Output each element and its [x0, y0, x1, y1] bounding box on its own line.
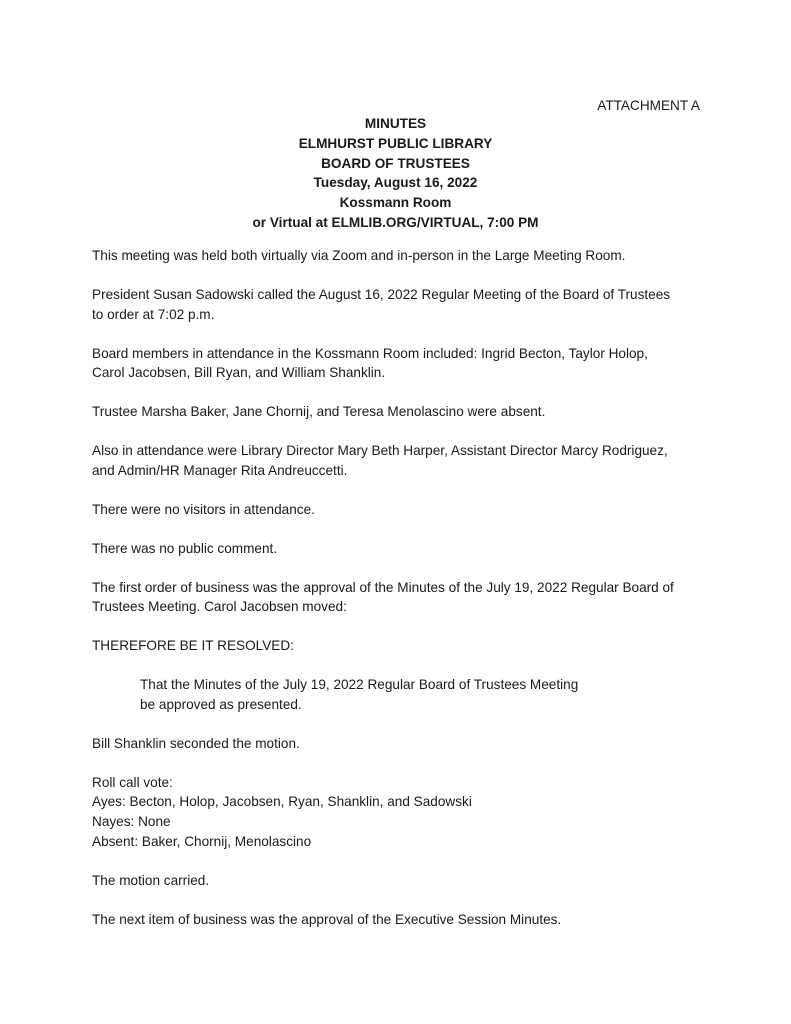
- paragraph-second: [92, 734, 704, 754]
- header-board: BOARD OF TRUSTEES: [321, 155, 470, 171]
- header-date: Tuesday, August 16, 2022: [313, 175, 478, 191]
- header-virtual: or Virtual at ELMLIB.ORG/VIRTUAL, 7:00 PM: [252, 214, 539, 230]
- text-line: That the Minutes of the July 19, 2022 Regular Board of Trustees Meeting: [140, 677, 579, 693]
- paragraph-public-comment: [92, 539, 704, 559]
- document-header: [0, 114, 791, 233]
- text-line: and Admin/HR Manager Rita Andreuccetti.: [92, 462, 348, 478]
- text-line: The first order of business was the approval of the Minutes of the July 19, 2022 Regular Board of: [92, 579, 674, 595]
- attachment-label: ATTACHMENT A: [597, 98, 700, 113]
- text-line: The motion carried.: [92, 872, 210, 888]
- minutes-body: [92, 246, 704, 929]
- text-line: There were no visitors in attendance.: [92, 501, 315, 517]
- paragraph-resolved: [92, 636, 704, 656]
- roll-call-ayes: Ayes: Becton, Holop, Jacobsen, Ryan, Shanklin, and Sadowski: [92, 794, 472, 810]
- header-organization: ELMHURST PUBLIC LIBRARY: [298, 135, 493, 151]
- text-line: Carol Jacobsen, Bill Ryan, and William Shanklin.: [92, 365, 386, 381]
- text-line: Board members in attendance in the Kossmann Room included: Ingrid Becton, Taylor Holop,: [92, 345, 648, 361]
- text-line: THEREFORE BE IT RESOLVED:: [92, 638, 294, 654]
- paragraph-meeting-format: [92, 246, 704, 266]
- paragraph-roll-call: [92, 773, 704, 851]
- paragraph-first-order: [92, 578, 704, 617]
- text-line: Also in attendance were Library Director Mary Beth Harper, Assistant Director Marcy Rodriguez,: [92, 443, 668, 459]
- text-line: Trustee Marsha Baker, Jane Chornij, and Teresa Menolascino were absent.: [92, 404, 546, 420]
- text-line: The next item of business was the approval of the Executive Session Minutes.: [92, 911, 562, 927]
- header-title: MINUTES: [364, 116, 427, 131]
- paragraph-call-to-order: [92, 285, 704, 324]
- text-line: This meeting was held both virtually via Zoom and in-person in the Large Meeting Room.: [92, 248, 626, 263]
- roll-call-heading: Roll call vote:: [92, 774, 173, 790]
- paragraph-next-item: [92, 910, 704, 930]
- paragraph-visitors: [92, 500, 704, 520]
- paragraph-resolution: [92, 675, 704, 714]
- paragraph-staff: [92, 441, 704, 480]
- paragraph-attendance: [92, 344, 704, 383]
- text-line: be approved as presented.: [140, 696, 302, 712]
- roll-call-absent: Absent: Baker, Chornij, Menolascino: [92, 833, 312, 849]
- paragraph-absent: [92, 402, 704, 422]
- text-line: Bill Shanklin seconded the motion.: [92, 735, 300, 751]
- text-line: President Susan Sadowski called the August 16, 2022 Regular Meeting of the Board of Trustees: [92, 286, 671, 302]
- text-line: to order at 7:02 p.m.: [92, 306, 215, 322]
- text-line: There was no public comment.: [92, 540, 278, 556]
- paragraph-motion-carried: [92, 871, 704, 891]
- text-line: Trustees Meeting. Carol Jacobsen moved:: [92, 599, 347, 615]
- roll-call-nayes: Nayes: None: [92, 813, 171, 829]
- header-room: Kossmann Room: [339, 195, 452, 211]
